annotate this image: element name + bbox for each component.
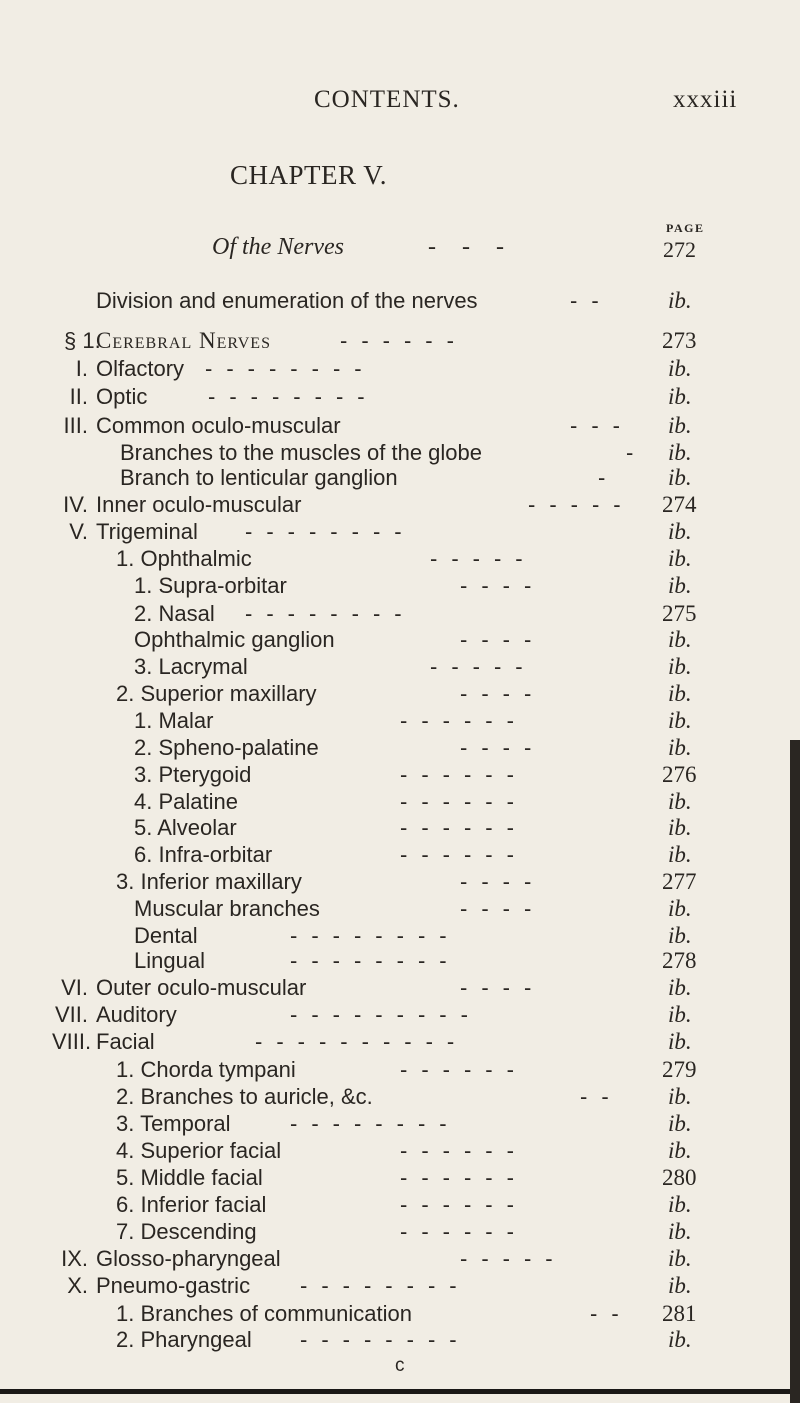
entry-label: 1. Branches of communication (116, 1301, 412, 1326)
list-item (0, 1192, 800, 1216)
entry-number: I. (75, 356, 88, 381)
list-item (0, 384, 800, 408)
entry-label: Lingual (134, 948, 205, 973)
leader-dashes: ---------- (255, 1029, 469, 1054)
entry-label: Glosso-pharyngeal (96, 1246, 281, 1271)
entry-page: ib. (668, 384, 692, 409)
entry-label: 2. Branches to auricle, &c. (116, 1084, 373, 1109)
entry-page: 280 (662, 1165, 697, 1190)
entry-label: Common oculo-muscular (96, 413, 341, 438)
entry-page: 273 (662, 328, 697, 353)
entry-label: 6. Infra-orbitar (134, 842, 273, 867)
entry-page: ib. (668, 708, 692, 733)
entry-label: Branches to the muscles of the globe (120, 440, 482, 465)
entry-page: ib. (668, 1084, 692, 1109)
list-item (0, 1084, 800, 1108)
entry-label: Optic (96, 384, 148, 409)
entry-label: Pneumo-gastric (96, 1273, 251, 1298)
running-header-page-number: xxxiii (673, 86, 738, 113)
list-item (0, 356, 800, 380)
leader-dashes: ----- (528, 492, 635, 517)
entry-page: ib. (668, 546, 692, 571)
entry-number: X. (67, 1273, 88, 1298)
leader-dashes: ---- (460, 735, 546, 760)
page-column-label: PAGE (666, 221, 705, 235)
list-item (0, 573, 800, 597)
entry-page: 277 (662, 869, 697, 894)
entry-number: IV. (63, 492, 88, 517)
entry-label: Outer oculo-muscular (96, 975, 307, 1000)
entry-page: ib. (668, 1219, 692, 1244)
entry-label: 2. Pharyngeal (116, 1327, 252, 1352)
entry-label: Inner oculo-muscular (96, 492, 302, 517)
entry-page: ib. (668, 519, 692, 544)
entry-label: 2. Nasal (134, 601, 215, 626)
entry-number: VI. (61, 975, 88, 1000)
entry-page: ib. (668, 896, 692, 921)
list-item (0, 492, 800, 516)
entry-label: Auditory (96, 1002, 177, 1027)
entry-page: ib. (668, 573, 692, 598)
list-item (0, 519, 800, 543)
leader-dashes: -------- (290, 1111, 461, 1136)
running-header-title: CONTENTS. (314, 86, 460, 113)
entry-label: 3. Inferior maxillary (116, 869, 302, 894)
list-item (0, 328, 800, 352)
leader-dashes: ----- (430, 654, 537, 679)
entry-page: 274 (662, 492, 697, 517)
leader-dashes: - (626, 440, 648, 465)
entry-label: Ophthalmic ganglion (134, 627, 335, 652)
leader-dashes: -------- (208, 384, 379, 409)
entry-page: ib. (668, 440, 692, 465)
leader-dashes: -------- (245, 519, 416, 544)
leader-dashes: ---- (460, 573, 546, 598)
leader-dashes: ------ (340, 328, 468, 353)
entry-number: III. (63, 413, 88, 438)
list-item (0, 1111, 800, 1135)
list-item (0, 627, 800, 651)
entry-page: 275 (662, 601, 697, 626)
binding-edge (790, 740, 800, 1403)
entry-number: V. (69, 519, 88, 544)
signature-mark: c (395, 1355, 405, 1376)
entry-page: ib. (668, 1002, 692, 1027)
entry-page: ib. (668, 1327, 692, 1352)
list-item (0, 1327, 800, 1351)
list-item (0, 1273, 800, 1297)
leader-dashes: ------ (400, 762, 528, 787)
entry-page: ib. (668, 1111, 692, 1136)
leader-dashes: ------ (400, 1138, 528, 1163)
leader-dashes: - (598, 465, 620, 490)
entry-page: ib. (668, 1192, 692, 1217)
entry-label: 2. Superior maxillary (116, 681, 317, 706)
list-item (0, 1138, 800, 1162)
list-item (0, 923, 800, 947)
leader-dashes: --- (428, 234, 530, 260)
list-item (0, 288, 800, 312)
entry-label: Trigeminal (96, 519, 198, 544)
entry-page: ib. (668, 356, 692, 381)
entry-label: 5. Middle facial (116, 1165, 263, 1190)
list-item (0, 789, 800, 813)
entry-page: ib. (668, 1138, 692, 1163)
list-item (0, 440, 800, 464)
list-item (0, 842, 800, 866)
list-item (0, 654, 800, 678)
entry-page: ib. (668, 681, 692, 706)
leader-dashes: -------- (290, 948, 461, 973)
entry-page: 279 (662, 1057, 697, 1082)
leader-dashes: -- (570, 288, 613, 313)
list-item (0, 896, 800, 920)
entry-label: 3. Temporal (116, 1111, 231, 1136)
leader-dashes: ------ (400, 1219, 528, 1244)
list-item (0, 1165, 800, 1189)
entry-page: ib. (668, 465, 692, 490)
leader-dashes: -------- (245, 601, 416, 626)
entry-label: Facial (96, 1029, 155, 1054)
leader-dashes: -------- (205, 356, 376, 381)
list-item (0, 413, 800, 437)
leader-dashes: -- (590, 1301, 633, 1326)
entry-label: Dental (134, 923, 198, 948)
entry-number: VII. (54, 1002, 88, 1027)
leader-dashes: ---- (460, 681, 546, 706)
list-item (0, 1057, 800, 1081)
leader-dashes: ----- (460, 1246, 567, 1271)
list-item (0, 465, 800, 489)
leader-dashes: ---- (460, 896, 546, 921)
list-item (0, 546, 800, 570)
entry-label: Muscular branches (134, 896, 320, 921)
list-item (0, 1219, 800, 1243)
leader-dashes: ------ (400, 789, 528, 814)
leader-dashes: ------ (400, 1192, 528, 1217)
section-number: § 1. (64, 328, 101, 353)
entry-label: 1. Malar (134, 708, 214, 733)
leader-dashes: ------ (400, 708, 528, 733)
entry-label: 3. Pterygoid (134, 762, 252, 787)
entry-label: 1. Chorda tympani (116, 1057, 296, 1082)
entry-label: 3. Lacrymal (134, 654, 248, 679)
entry-number: IX. (61, 1246, 88, 1271)
list-item (0, 869, 800, 893)
entry-page: ib. (668, 735, 692, 760)
entry-page: 281 (662, 1301, 697, 1326)
list-item (0, 681, 800, 705)
entry-label: 5. Alveolar (134, 815, 237, 840)
entry-page: ib. (668, 975, 692, 1000)
entry-page: 276 (662, 762, 697, 787)
leader-dashes: ------ (400, 1165, 528, 1190)
chapter-title-page: 272 (663, 237, 696, 262)
leader-dashes: ------ (400, 815, 528, 840)
leader-dashes: -------- (300, 1273, 471, 1298)
list-item (0, 762, 800, 786)
leader-dashes: ---- (460, 869, 546, 894)
leader-dashes: --------- (290, 1002, 482, 1027)
entry-number: VIII. (52, 1029, 92, 1054)
entry-page: ib. (668, 1246, 692, 1271)
entry-label: 4. Palatine (134, 789, 238, 814)
list-item (0, 975, 800, 999)
chapter-heading: CHAPTER V. (230, 160, 388, 190)
entry-label: 4. Superior facial (116, 1138, 282, 1163)
page-edge-shadow (0, 1389, 800, 1394)
list-item (0, 708, 800, 732)
list-item (0, 735, 800, 759)
leader-dashes: --- (570, 413, 634, 438)
entry-number: II. (69, 384, 88, 409)
list-item (0, 1002, 800, 1026)
entry-page: ib. (668, 654, 692, 679)
list-item (0, 815, 800, 839)
entry-page: ib. (668, 1273, 692, 1298)
entry-label: Branch to lenticular ganglion (120, 465, 398, 490)
leader-dashes: ---- (460, 627, 546, 652)
chapter-title: Of the Nerves (212, 234, 344, 260)
entry-page: ib. (668, 288, 692, 313)
entry-page: ib. (668, 789, 692, 814)
entry-label: 1. Ophthalmic (116, 546, 252, 571)
entry-label: 6. Inferior facial (116, 1192, 267, 1217)
leader-dashes: ----- (430, 546, 537, 571)
entry-page: ib. (668, 413, 692, 438)
leader-dashes: ------ (400, 842, 528, 867)
leader-dashes: ---- (460, 975, 546, 1000)
entry-page: ib. (668, 923, 692, 948)
list-item (0, 601, 800, 625)
entry-label: Olfactory (96, 356, 185, 381)
entry-page: ib. (668, 1029, 692, 1054)
entry-page: ib. (668, 842, 692, 867)
list-item (0, 948, 800, 972)
list-item (0, 1301, 800, 1325)
leader-dashes: -------- (300, 1327, 471, 1352)
entry-page: 278 (662, 948, 697, 973)
leader-dashes: ------ (400, 1057, 528, 1082)
list-item (0, 1029, 800, 1053)
leader-dashes: -------- (290, 923, 461, 948)
entry-label: 1. Supra-orbitar (134, 573, 287, 598)
entry-page: ib. (668, 815, 692, 840)
entry-label: Cerebral Nerves (96, 328, 271, 353)
entry-label: 7. Descending (116, 1219, 257, 1244)
entry-page: ib. (668, 627, 692, 652)
entry-label: Division and enumeration of the nerves (96, 288, 478, 313)
entry-label: 2. Spheno-palatine (134, 735, 319, 760)
leader-dashes: -- (580, 1084, 623, 1109)
list-item (0, 1246, 800, 1270)
